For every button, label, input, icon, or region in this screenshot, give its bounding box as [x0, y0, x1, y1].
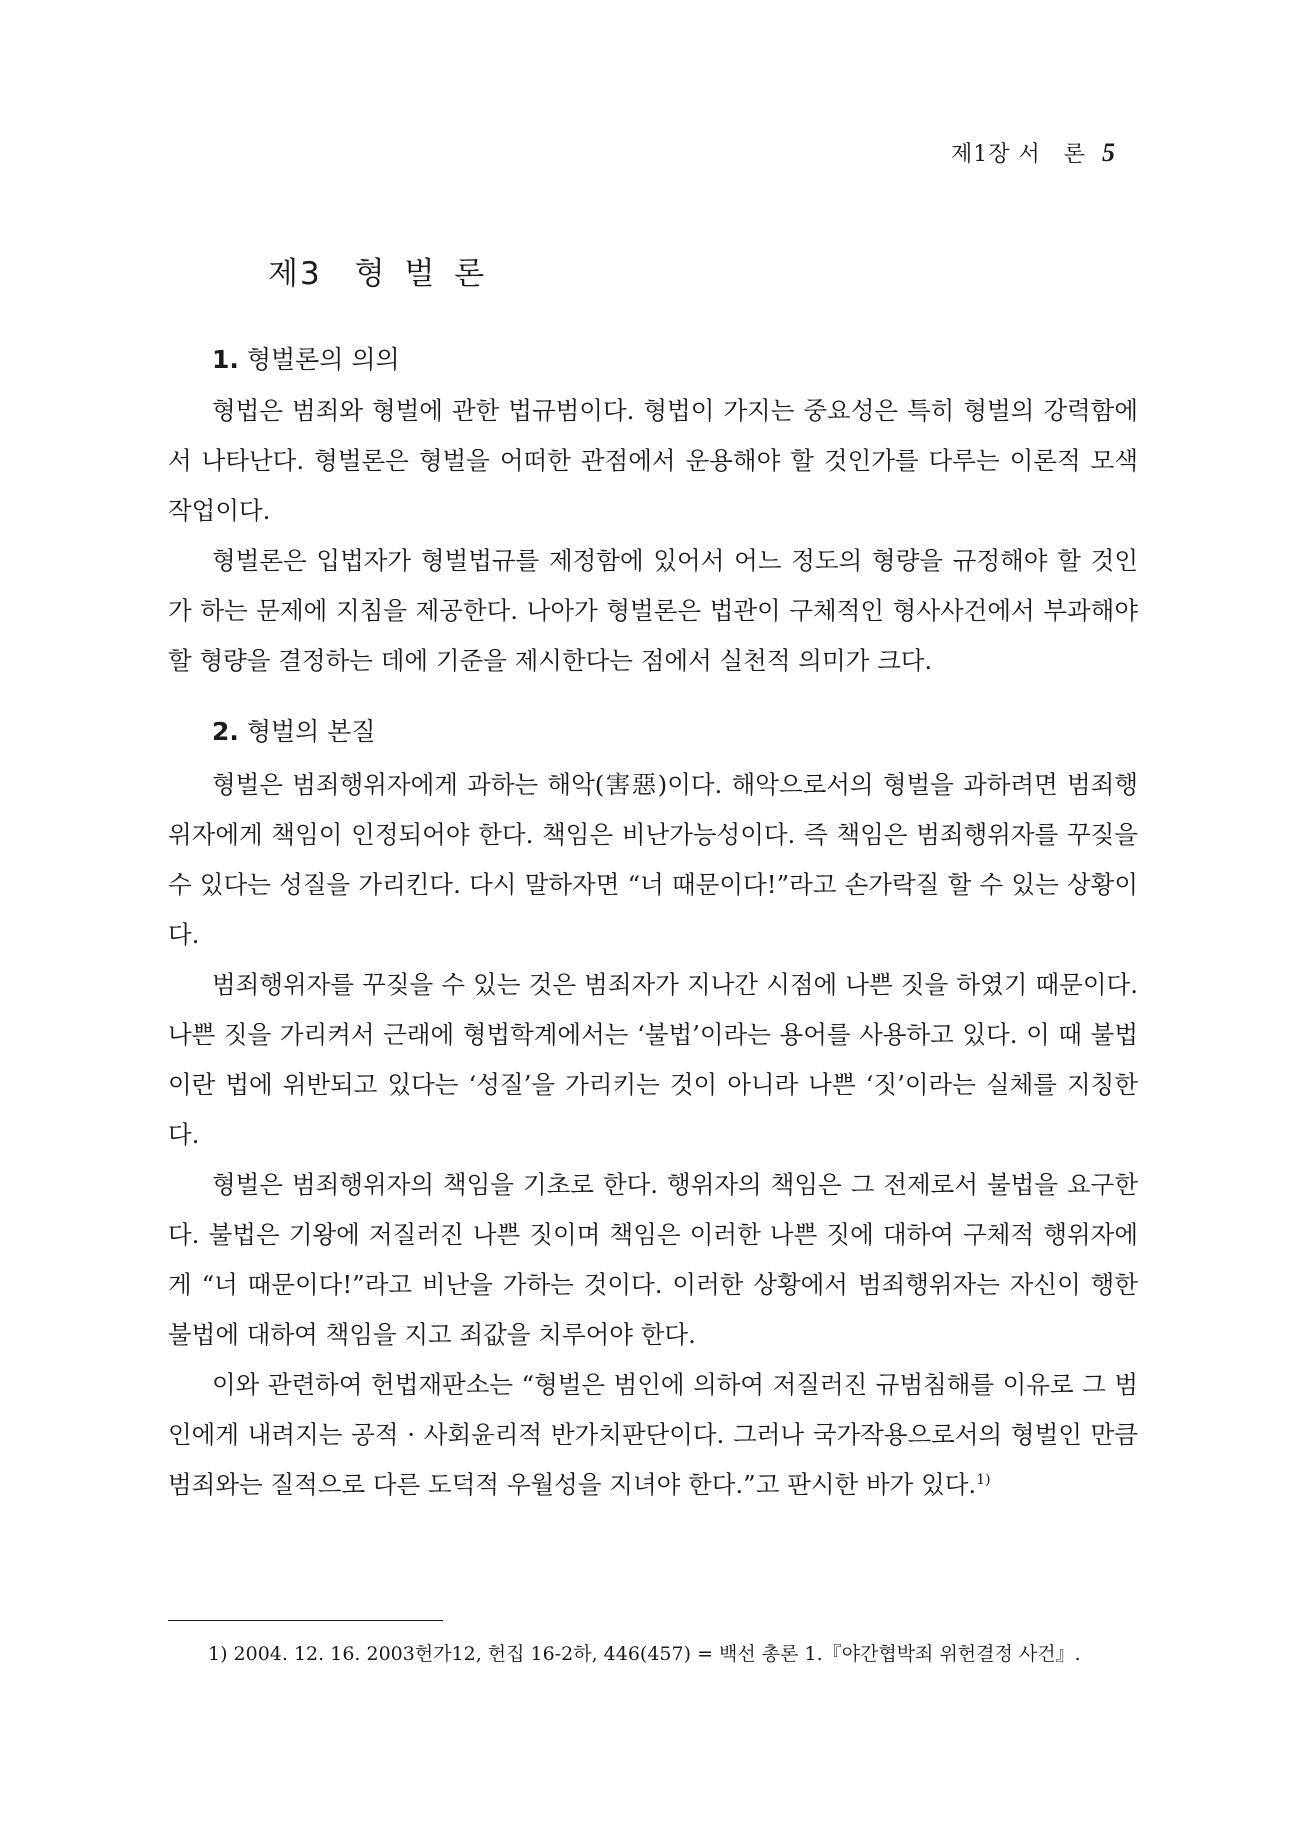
subsection-title: 형벌론의 의의 — [246, 345, 400, 374]
page-number: 5 — [1102, 138, 1116, 167]
subsection-title: 형벌의 본질 — [246, 717, 376, 746]
paragraph: 형법은 범죄와 형벌에 관한 법규범이다. 형법이 가지는 중요성은 특히 형벌의 강력함에서 나타난다. 형벌론은 형벌을 어떠한 관점에서 운용해야 할 것인가를 다루는 이론적 모색 작업이다. — [168, 396, 1138, 525]
section-title: 제3 형 벌 론 — [268, 256, 487, 292]
subsection-body-2 — [168, 760, 1138, 1510]
subsection-number: 1. — [212, 345, 239, 374]
footnote: 1) 2004. 12. 16. 2003헌가12, 헌집 16-2하, 446(457) = 백선 총론 1.『야간협박죄 위헌결정 사건』. — [208, 1643, 1081, 1665]
paragraph-with-footnote — [168, 1360, 1138, 1510]
chapter-label: 제1장 서 론 — [951, 142, 1086, 167]
paragraph-text: 이와 관련하여 헌법재판소는 “형벌은 범인에 의하여 저질러진 규범침해를 이유로 그 범인에게 내려지는 공적 · 사회윤리적 반가치판단이다. 그러나 국가작용으로서의 형벌인 만큼 범죄와는 질적으로 다른 도덕적 우월성을 지녀야 한다.”고 판시한 바가 있다. — [168, 1370, 1138, 1499]
footnote-divider — [168, 1620, 443, 1621]
paragraph: 형벌은 범죄행위자에게 과하는 해악(害惡)이다. 해악으로서의 형벌을 과하려면 범죄행위자에게 책임이 인정되어야 한다. 책임은 비난가능성이다. 즉 책임은 범죄행위자를 꾸짖을 수 있다는 성질을 가리킨다. 다시 말하자면 “너 때문이다!”라고 손가락질 할 수 있는 상황이다. — [168, 770, 1138, 949]
footnote-marker: 1) — [976, 1471, 991, 1488]
subsection-heading-1 — [212, 340, 400, 376]
subsection-heading-2 — [212, 712, 376, 748]
running-header — [951, 137, 1116, 168]
paragraph: 형벌론은 입법자가 형벌법규를 제정함에 있어서 어느 정도의 형량을 규정해야 할 것인가 하는 문제에 지침을 제공한다. 나아가 형벌론은 법관이 구체적인 형사사건에서 부과해야 할 형량을 결정하는 데에 기준을 제시한다는 점에서 실천적 의미가 크다. — [168, 546, 1138, 675]
paragraph: 형벌은 범죄행위자의 책임을 기초로 한다. 행위자의 책임은 그 전제로서 불법을 요구한다. 불법은 기왕에 저질러진 나쁜 짓이며 책임은 이러한 나쁜 짓에 대하여 구체적 행위자에게 “너 때문이다!”라고 비난을 가하는 것이다. 이러한 상황에서 범죄행위자는 자신이 행한 불법에 대하여 책임을 지고 죄값을 치루어야 한다. — [168, 1170, 1138, 1349]
paragraph: 범죄행위자를 꾸짖을 수 있는 것은 범죄자가 지나간 시점에 나쁜 짓을 하였기 때문이다. 나쁜 짓을 가리켜서 근래에 형법학계에서는 ‘불법’이라는 용어를 사용하고 있다. 이 때 불법이란 법에 위반되고 있다는 ‘성질’을 가리키는 것이 아니라 나쁜 ‘짓’이라는 실체를 지칭한다. — [168, 970, 1138, 1149]
subsection-body-1 — [168, 386, 1138, 686]
subsection-number: 2. — [212, 717, 239, 746]
